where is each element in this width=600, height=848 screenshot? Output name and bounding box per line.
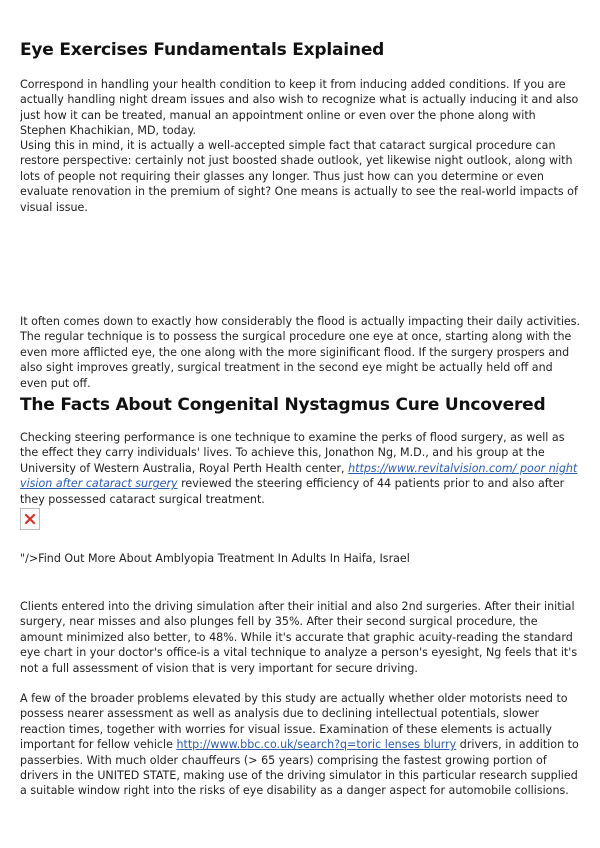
paragraph-cataract-surgery: Using this in mind, it is actually a well-accepted simple fact that cataract surgical procedure can restore perspective: certainly not just boosted shade outlook, yet likewise night outlook, along with lots of people not requiring their glasses any longer. Thus just how can you determine or even evaluate renovation in the premium of sight? One means is actually to see the real-world impacts of visual issue. xyxy=(20,139,578,214)
close-x-icon xyxy=(24,513,36,525)
heading-congenital-nystagmus: The Facts About Congenital Nystagmus Cure Uncovered xyxy=(20,395,546,415)
paragraph-steering-performance xyxy=(20,430,582,507)
paragraph-older-motorists xyxy=(20,691,582,799)
paragraph-driving-simulation: Clients entered into the driving simulation after their initial and also 2nd surgeries. After their initial surgery, near misses and also plunges fell by 35%. After their second surgical procedure, the amount minimized also better, to 48%. While it's accurate that graphic acuity-reading the standard eye chart in your doctor's office-is a vital technique to analyze a person's eyesight, Ng feels that it's not a full assessment of vision that is very important for secure driving. xyxy=(20,600,578,675)
paragraph-appointment: Correspond in handling your health condition to keep it from inducing added conditions. If you are actually handling night dream issues and also wish to recognize what is actually inducing it and also just how it can be treated, manual an appointment online or even over the phone along with Stephen Khachikian, MD, today. xyxy=(20,78,579,138)
paragraph-motorists-text-before: A few of the broader problems elevated by this study are actually whether older motorists need to possess nearer assessment as well as analysis due to declining intellectual potentials, slower reaction times, together with worries for visual issue. Examination of these elements is actually important for fellow vehicle xyxy=(20,692,568,752)
heading-eye-exercises: Eye Exercises Fundamentals Explained xyxy=(20,40,385,60)
paragraph-steering-text-before: Checking steering performance is one technique to examine the perks of flood surgery, as well as the effect they carry individuals' lives. To achieve this, Jonathon Ng, M.D., and his group at the University of Western Australia, Royal Perth Health center, xyxy=(20,431,565,475)
bbc-search-link[interactable]: http://www.bbc.co.uk/search?q=toric lenses blurry xyxy=(176,738,457,752)
broken-image-icon xyxy=(20,508,40,530)
paragraph-steering-text-after: reviewed the steering efficiency of 44 patients prior to and also after they possessed cataract surgical treatment. xyxy=(20,477,565,506)
revitalvision-link[interactable]: https://www.revitalvision.com/ poor night vision after cataract surgery xyxy=(20,461,578,491)
image-caption: "/>Find Out More About Amblyopia Treatment In Adults In Haifa, Israel xyxy=(20,552,410,565)
paragraph-motorists-text-after: drivers, in addition to passerbies. With much older chauffeurs (> 65 years) comprising the fastest growing portion of drivers in the UNITED STATE, making use of the driving simulator in this particular research supplied a suitable window right into the risks of eye disability as a danger aspect for automobile collisions. xyxy=(20,738,579,798)
paragraph-flood-impact: It often comes down to exactly how considerably the flood is actually impacting their daily activities. The regular technique is to possess the surgical procedure one eye at once, starting along with the even more afflicted eye, the one along with the more siginificant flood. If the surgery prospers and also sight improves greatly, surgical treatment in the second eye might be actually held off and even put off. xyxy=(20,315,581,390)
